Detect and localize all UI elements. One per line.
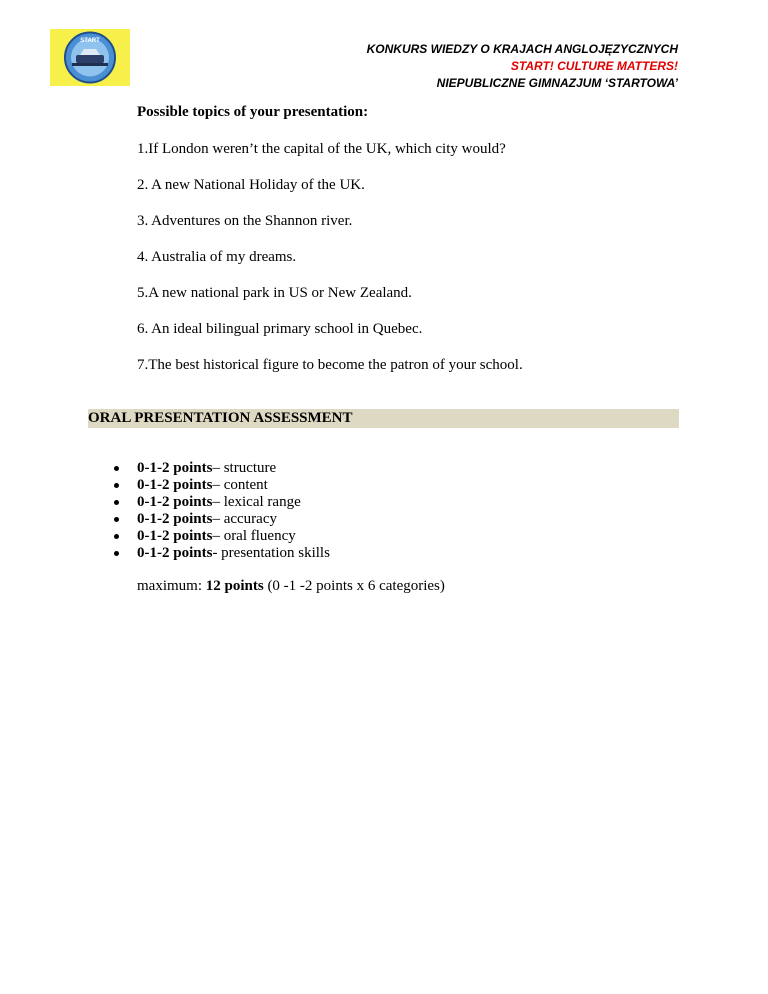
criterion-label: – structure (212, 460, 277, 476)
criterion-item (114, 528, 330, 545)
maximum-points: 12 points (205, 578, 264, 594)
bullet-icon (114, 517, 119, 522)
criterion-label: – content (212, 477, 268, 493)
topic-item: 1.If London weren’t the capital of the UK, which city would? (137, 141, 506, 157)
topics-section (137, 104, 697, 393)
bullet-icon (114, 551, 119, 556)
document-header (367, 41, 678, 92)
topics-title: Possible topics of your presentation: (137, 104, 369, 120)
criterion-points: 0-1-2 points (137, 528, 213, 544)
school-logo-icon (50, 29, 130, 86)
maximum-score (137, 578, 445, 595)
header-line-3: NIEPUBLICZNE GIMNAZJUM ‘STARTOWA’ (436, 76, 678, 90)
criterion-label: – accuracy (212, 511, 277, 527)
criterion-item (114, 460, 330, 477)
criterion-item (114, 494, 330, 511)
logo-text: START (80, 38, 100, 44)
criterion-item (114, 477, 330, 494)
maximum-prefix: maximum: (137, 578, 206, 594)
topic-item: 5.A new national park in US or New Zealand. (137, 285, 412, 301)
assessment-criteria-list (114, 460, 330, 562)
topic-item: 2. A new National Holiday of the UK. (137, 177, 365, 193)
criterion-label: - presentation skills (212, 545, 330, 561)
criterion-label: – lexical range (212, 494, 301, 510)
logo (50, 29, 130, 86)
topic-item: 7.The best historical figure to become the patron of your school. (137, 357, 523, 373)
header-line-1: KONKURS WIEDZY O KRAJACH ANGLOJĘZYCZNYCH (366, 42, 678, 56)
criterion-points: 0-1-2 points (137, 460, 213, 476)
assessment-title: ORAL PRESENTATION ASSESSMENT (88, 410, 353, 426)
criterion-item (114, 545, 330, 562)
header-line-2: START! CULTURE MATTERS! (510, 59, 678, 73)
topic-item: 4. Australia of my dreams. (137, 249, 297, 265)
topic-item: 3. Adventures on the Shannon river. (137, 213, 353, 229)
criterion-points: 0-1-2 points (137, 494, 213, 510)
topic-item: 6. An ideal bilingual primary school in Quebec. (137, 321, 423, 337)
bullet-icon (114, 500, 119, 505)
bullet-icon (114, 483, 119, 488)
criterion-points: 0-1-2 points (137, 477, 213, 493)
criterion-points: 0-1-2 points (137, 545, 213, 561)
bullet-icon (114, 466, 119, 471)
criterion-label: – oral fluency (212, 528, 296, 544)
maximum-suffix: (0 -1 -2 points x 6 categories) (263, 578, 445, 594)
criterion-points: 0-1-2 points (137, 511, 213, 527)
bullet-icon (114, 534, 119, 539)
criterion-item (114, 511, 330, 528)
